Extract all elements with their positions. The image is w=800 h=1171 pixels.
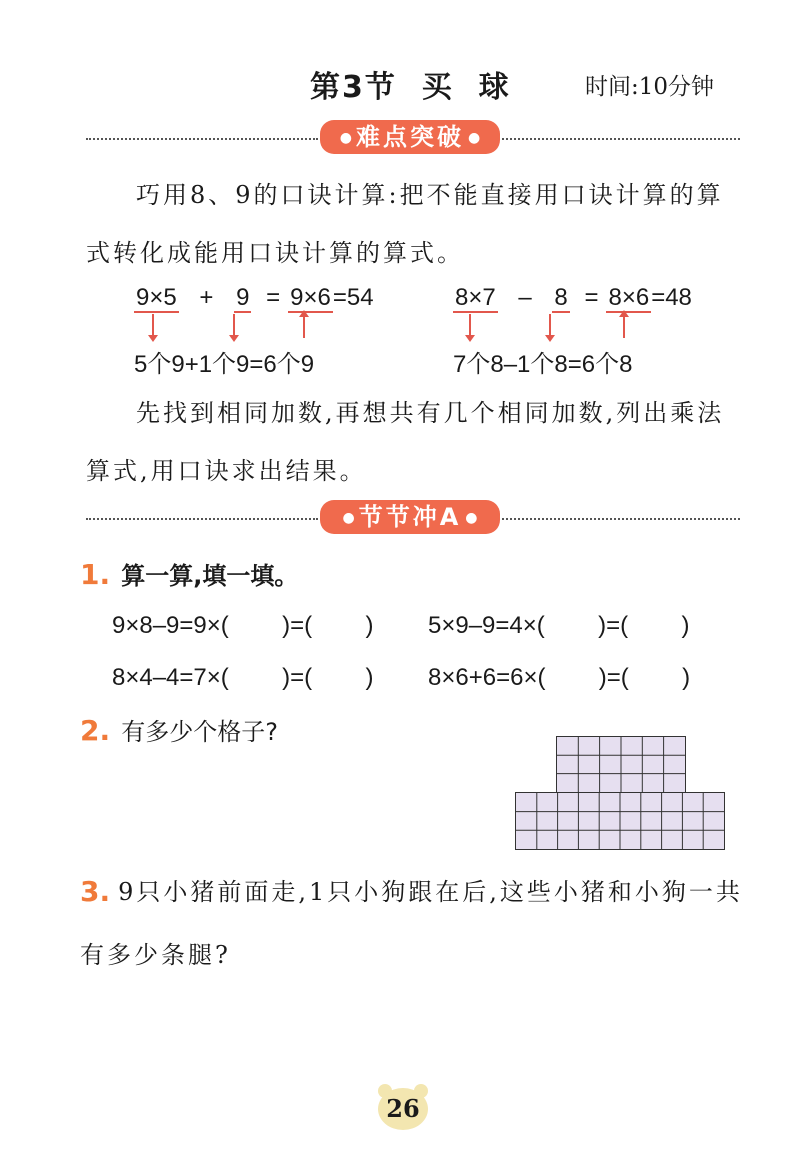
divider-right-1 <box>502 138 740 140</box>
page-title: 第3节 买 球 <box>310 70 511 105</box>
question-3 <box>80 862 750 988</box>
example-2-arrow-b <box>549 314 551 336</box>
divider-right-2 <box>502 518 740 520</box>
divider-left-2 <box>86 518 318 520</box>
example-1-arrow-b <box>233 314 235 336</box>
exercise-1d: 8×6+6=6×( )=( ) <box>428 664 691 691</box>
example-1-explanation: 5个9+1个9=6个9 <box>134 351 315 378</box>
tip-paragraph: 先找到相同加数,再想共有几个相同加数,列出乘法算式,用口诀求出结果。 <box>86 399 725 485</box>
example-2-expression: 8×7 – 8 = 8×6=48 <box>455 284 692 311</box>
grid-figure-top <box>556 736 686 793</box>
question-2 <box>80 712 278 747</box>
section-badge-difficulty: ● 难点突破 ● <box>320 120 500 154</box>
example-1-arrow-a <box>152 314 154 336</box>
time-limit: 时间:10分钟 <box>585 74 715 100</box>
example-1-arrow-c <box>303 316 305 338</box>
question-1-number: 1. <box>80 558 111 591</box>
question-1 <box>80 556 298 591</box>
page-number: 26 <box>378 1088 428 1130</box>
example-1-expression: 9×5 + 9 = 9×6=54 <box>136 284 374 311</box>
exercise-1a: 9×8–9=9×( )=( ) <box>112 612 374 639</box>
example-2-arrow-c <box>623 316 625 338</box>
question-3-number: 3. <box>80 875 111 908</box>
example-2-explanation: 7个8–1个8=6个8 <box>453 351 633 378</box>
grid-figure-bottom <box>515 792 725 850</box>
example-2-arrow-a <box>469 314 471 336</box>
question-2-number: 2. <box>80 714 111 747</box>
exercise-1b: 5×9–9=4×( )=( ) <box>428 612 690 639</box>
question-3-text: 9只小猪前面走,1只小狗跟在后,这些小猪和小狗一共有多少条腿? <box>80 878 743 969</box>
question-2-text: 有多少个格子? <box>121 718 278 746</box>
intro-paragraph: 巧用8、9的口诀计算:把不能直接用口诀计算的算式转化成能用口诀计算的算式。 <box>86 181 724 267</box>
section-badge-practice: ● 节节冲A ● <box>320 500 500 534</box>
question-1-text: 算一算,填一填。 <box>121 562 299 590</box>
exercise-1c: 8×4–4=7×( )=( ) <box>112 664 374 691</box>
divider-left-1 <box>86 138 318 140</box>
